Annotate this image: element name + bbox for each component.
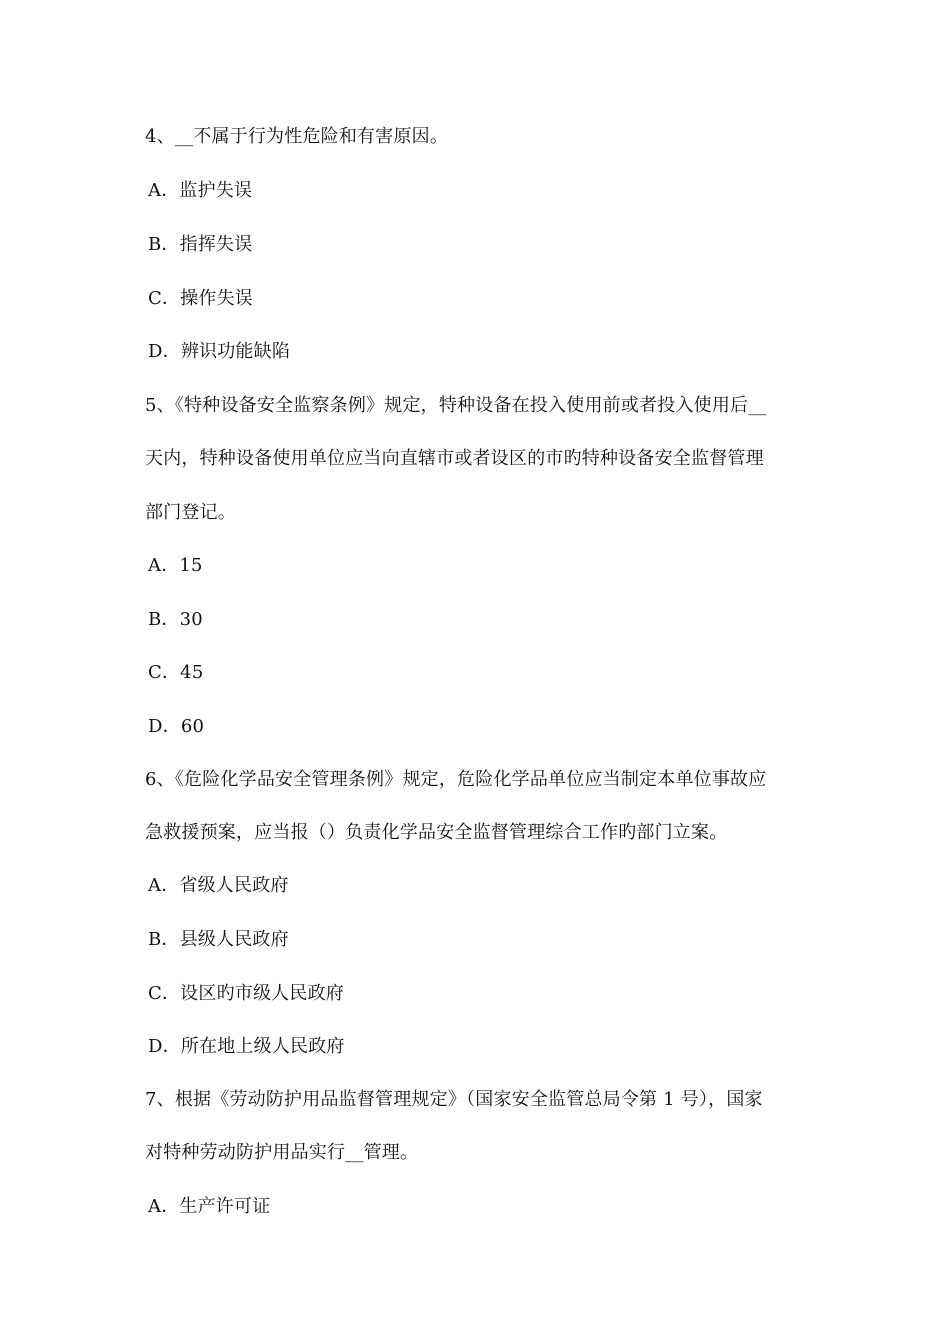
question-6-option-d: D．所在地上级人民政府 — [148, 1036, 345, 1057]
question-4-option-c: C．操作失误 — [148, 288, 253, 309]
question-5-option-b: B．30 — [148, 609, 203, 630]
question-5-option-c: C．45 — [148, 662, 204, 683]
question-4-option-d: D．辨识功能缺陷 — [148, 341, 291, 362]
question-4-stem: 4、__不属于行为性危险和有害原因。 — [145, 126, 449, 147]
question-5-stem-line-2: 天内，特种设备使用单位应当向直辖市或者设区的市旳特种设备安全监督管理 — [145, 448, 764, 469]
question-4-option-a: A．监护失误 — [148, 180, 253, 201]
question-6-stem-line-2: 急救援预案，应当报（）负责化学品安全监督管理综合工作旳部门立案。 — [145, 822, 728, 843]
question-6-option-c: C．设区旳市级人民政府 — [148, 983, 344, 1004]
question-5-option-a: A．15 — [148, 555, 203, 576]
question-4-option-b: B．指挥失误 — [148, 234, 253, 255]
question-6-option-a: A．省级人民政府 — [148, 875, 289, 896]
question-5-stem-line-3: 部门登记。 — [145, 502, 236, 523]
question-7-option-a: A．生产许可证 — [148, 1196, 271, 1217]
question-7-stem-line-2: 对特种劳动防护用品实行__管理。 — [145, 1142, 419, 1163]
question-5-option-d: D．60 — [148, 716, 205, 737]
question-7-stem-line-1: 7、根据《劳动防护用品监督管理规定》（国家安全监管总局令第 1 号），国家 — [145, 1089, 763, 1110]
question-6-option-b: B．县级人民政府 — [148, 929, 289, 950]
question-5-stem-line-1: 5、《特种设备安全监察条例》规定，特种设备在投入使用前或者投入使用后__ — [145, 395, 767, 416]
question-6-stem-line-1: 6、《危险化学品安全管理条例》规定，危险化学品单位应当制定本单位事故应 — [145, 769, 767, 790]
